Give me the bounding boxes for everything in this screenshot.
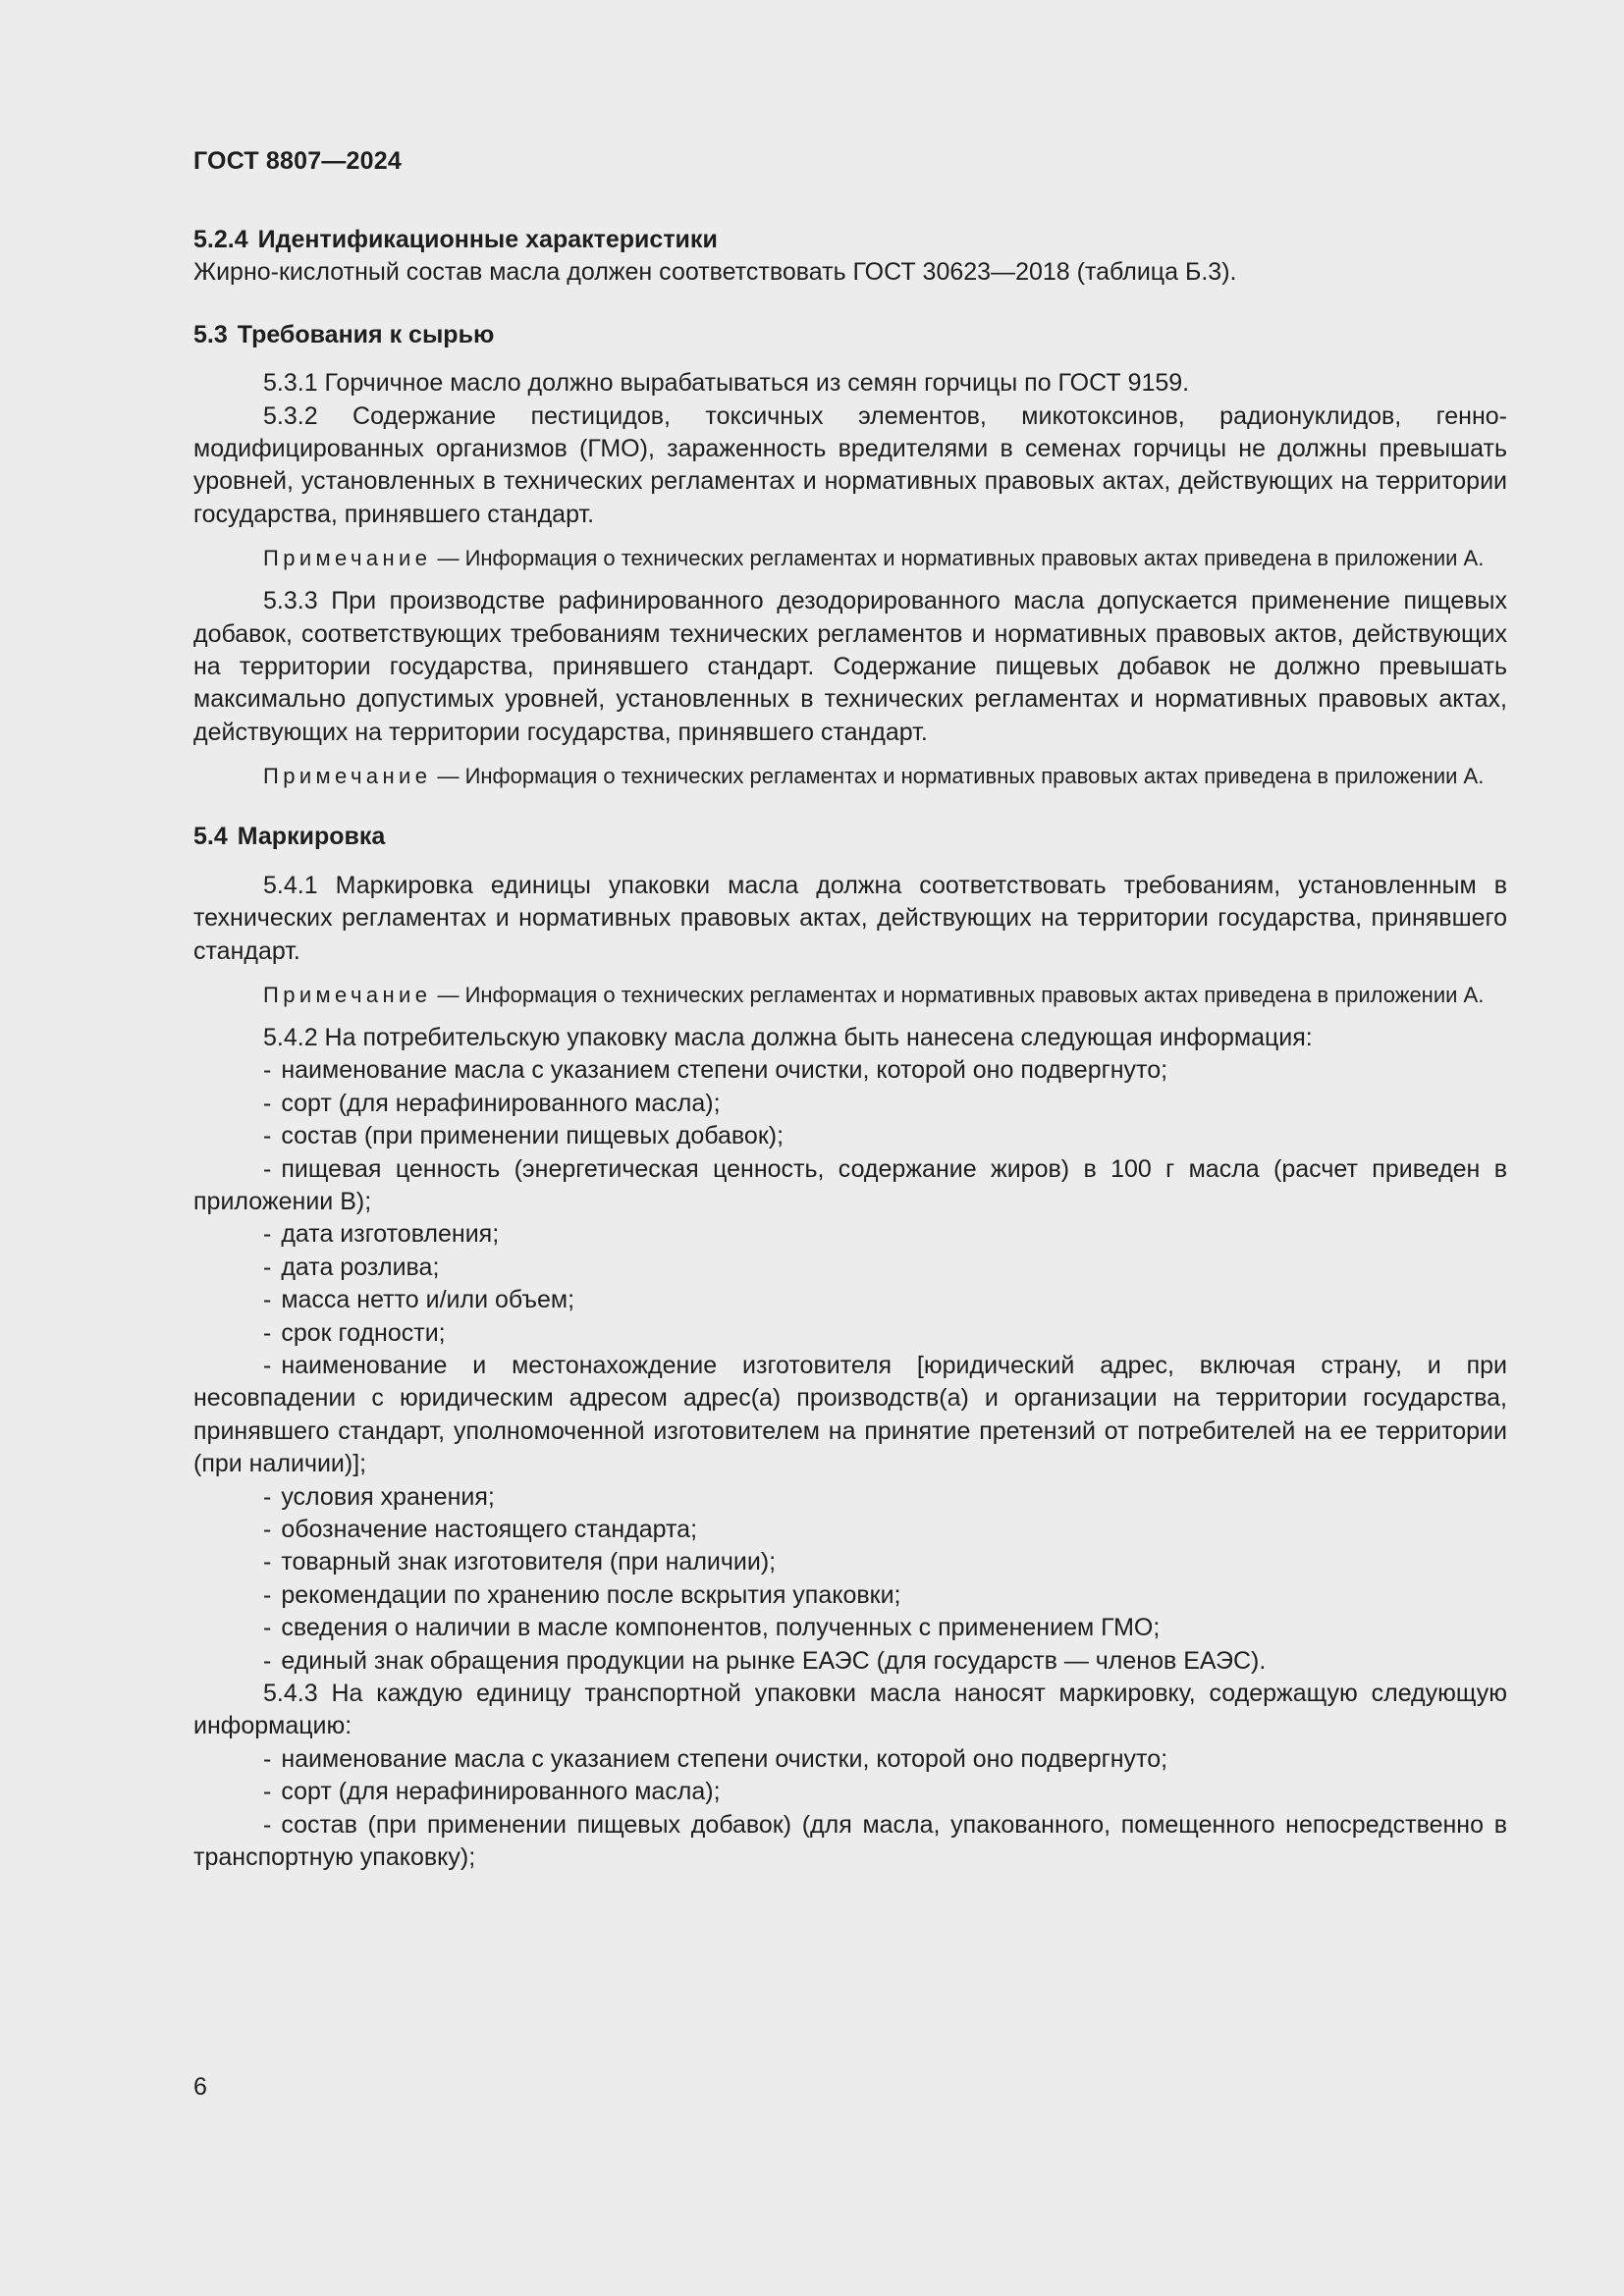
list-item-text: дата розлива; [281,1253,440,1281]
list-dash: - [263,1548,272,1576]
note-5-3-3 [193,761,1507,791]
list-dash: - [263,1089,272,1117]
list-dash: - [263,1646,272,1675]
list-dash: - [263,1351,272,1379]
list-dash: - [263,1482,272,1511]
section-number: 5.3 [193,320,228,348]
document-id: ГОСТ 8807—2024 [193,147,402,175]
list-item [193,1120,1507,1152]
list-dash: - [263,1318,272,1347]
paragraph-5-4-1: 5.4.1 Маркировка единицы упаковки масла должна соответствовать требованиям, установленным в технических регламентах и нормативных правовых актах, действующих на территории государства, принявшего стандарт. [193,871,1507,965]
list-item [193,1317,1507,1350]
paragraph-5-4-3: 5.4.3 На каждую единицу транспортной упаковки масла наносят маркировку, содержащую следующую информацию: [193,1680,1507,1740]
section-title: Маркировка [237,823,386,851]
note-5-3-2 [193,543,1507,573]
list-item-text: масса нетто и/или объем; [281,1286,575,1314]
list-item-text: пищевая ценность (энергетическая ценность, содержание жиров) в 100 г масла (расчет приведен в приложении В); [193,1154,1507,1215]
list-item [193,1153,1507,1219]
section-title: Требования к сырью [237,320,495,348]
note-5-4-1 [193,980,1507,1010]
list-dash: - [263,1220,272,1249]
list-dash: - [263,1810,272,1839]
section-number: 5.4 [193,823,228,851]
list-dash: - [263,1056,272,1085]
list-item [193,1054,1507,1087]
list-item-text: рекомендации по хранению после вскрытия упаковки; [281,1580,901,1609]
paragraph-5-3-2: 5.3.2 Содержание пестицидов, токсичных элементов, микотоксинов, радионуклидов, генно-модифицированных организмов (ГМО), зараженность вредителями в семенах горчицы не должны превышать уровней, установленных в технических регламентах и нормативных правовых актах, действующих на территории государства, принявшего стандарт. [193,401,1507,528]
paragraph-5-3-1: 5.3.1 Горчичное масло должно вырабатываться из семян горчицы по ГОСТ 9159. [263,369,1190,398]
list-dash: - [263,1614,272,1642]
note-text: — Информация о технических регламентах и нормативных правовых актах приведена в приложении А. [431,546,1485,571]
note-label: Примечание [263,982,432,1007]
list-dash: - [263,1744,272,1773]
note-label: Примечание [263,546,432,571]
list-item-text: состав (при применении пищевых добавок) (для масла, упакованного, помещенного непосредственно в транспортную упаковку); [193,1810,1507,1872]
list-item [193,1514,1507,1546]
section-title: Идентификационные характеристики [257,226,718,253]
list-item [193,1088,1507,1120]
list-item [193,1579,1507,1612]
list-dash: - [263,1516,272,1543]
list-item-text: обозначение настоящего стандарта; [281,1516,698,1543]
list-item-text: дата изготовления; [281,1220,500,1249]
list-dash: - [263,1253,272,1281]
note-text: — Информация о технических регламентах и нормативных правовых актах приведена в приложении А. [431,982,1485,1007]
list-dash: - [263,1580,272,1609]
list-item [193,1809,1507,1875]
list-item-text: сведения о наличии в масле компонентов, полученных с применением ГМО; [281,1614,1161,1642]
list-item [193,1218,1507,1251]
consumer-package-info-list [193,1054,1507,1678]
list-item [193,1743,1507,1776]
document-body [193,224,1507,1874]
section-number: 5.2.4 [193,226,248,253]
list-item-text: сорт (для нерафинированного масла); [281,1089,721,1117]
list-item-text: наименование и местонахождение изготовителя [юридический адрес, включая страну, и при несовпадении с юридическим адресом адрес(а) производств(а) и организации на территории государства, принявшего стандарт, уполномоченной изготовителем на принятие претензий от потребителей на ее территории (при наличии)]; [193,1351,1507,1478]
list-item-text: наименование масла с указанием степени очистки, которой оно подвергнуто; [281,1744,1168,1773]
list-item [193,1350,1507,1481]
list-dash: - [263,1286,272,1314]
list-dash: - [263,1778,272,1806]
paragraph-5-2-4: Жирно-кислотный состав масла должен соответствовать ГОСТ 30623—2018 (таблица Б.3). [193,258,1237,287]
heading-5-4 [193,821,1507,853]
paragraph-5-4-2: 5.4.2 На потребительскую упаковку масла должна быть нанесена следующая информация: [263,1023,1313,1051]
list-item [193,1481,1507,1514]
list-item-text: условия хранения; [281,1482,495,1511]
page-number: 6 [193,2073,207,2101]
transport-package-info-list [193,1743,1507,1875]
list-item-text: состав (при применении пищевых добавок); [281,1122,785,1150]
note-label: Примечание [263,764,432,789]
list-dash: - [263,1122,272,1150]
list-item [193,1645,1507,1678]
list-item [193,1284,1507,1316]
list-item-text: сорт (для нерафинированного масла); [281,1778,721,1806]
heading-5-3 [193,319,1507,351]
list-dash: - [263,1154,272,1183]
list-item [193,1776,1507,1808]
list-item-text: наименование масла с указанием степени очистки, которой оно подвергнуто; [281,1056,1168,1085]
list-item-text: срок годности; [281,1318,446,1347]
list-item [193,1546,1507,1578]
list-item [193,1612,1507,1644]
list-item [193,1252,1507,1284]
note-text: — Информация о технических регламентах и нормативных правовых актах приведена в приложении А. [431,764,1485,789]
list-item-text: единый знак обращения продукции на рынке ЕАЭС (для государств — членов ЕАЭС). [281,1646,1267,1675]
paragraph-5-3-3: 5.3.3 При производстве рафинированного дезодорированного масла допускается применение пищевых добавок, соответствующих требованиям технических регламентов и нормативных правовых актов, действующих на территории государства, принявшего стандарт. Содержание пищевых добавок не должно превышать максимально допустимых уровней, установленных в технических регламентах и нормативных правовых актах, действующих на территории государства, принявшего стандарт. [193,587,1507,746]
list-item-text: товарный знак изготовителя (при наличии); [281,1548,777,1576]
heading-5-2-4 [193,224,1507,256]
